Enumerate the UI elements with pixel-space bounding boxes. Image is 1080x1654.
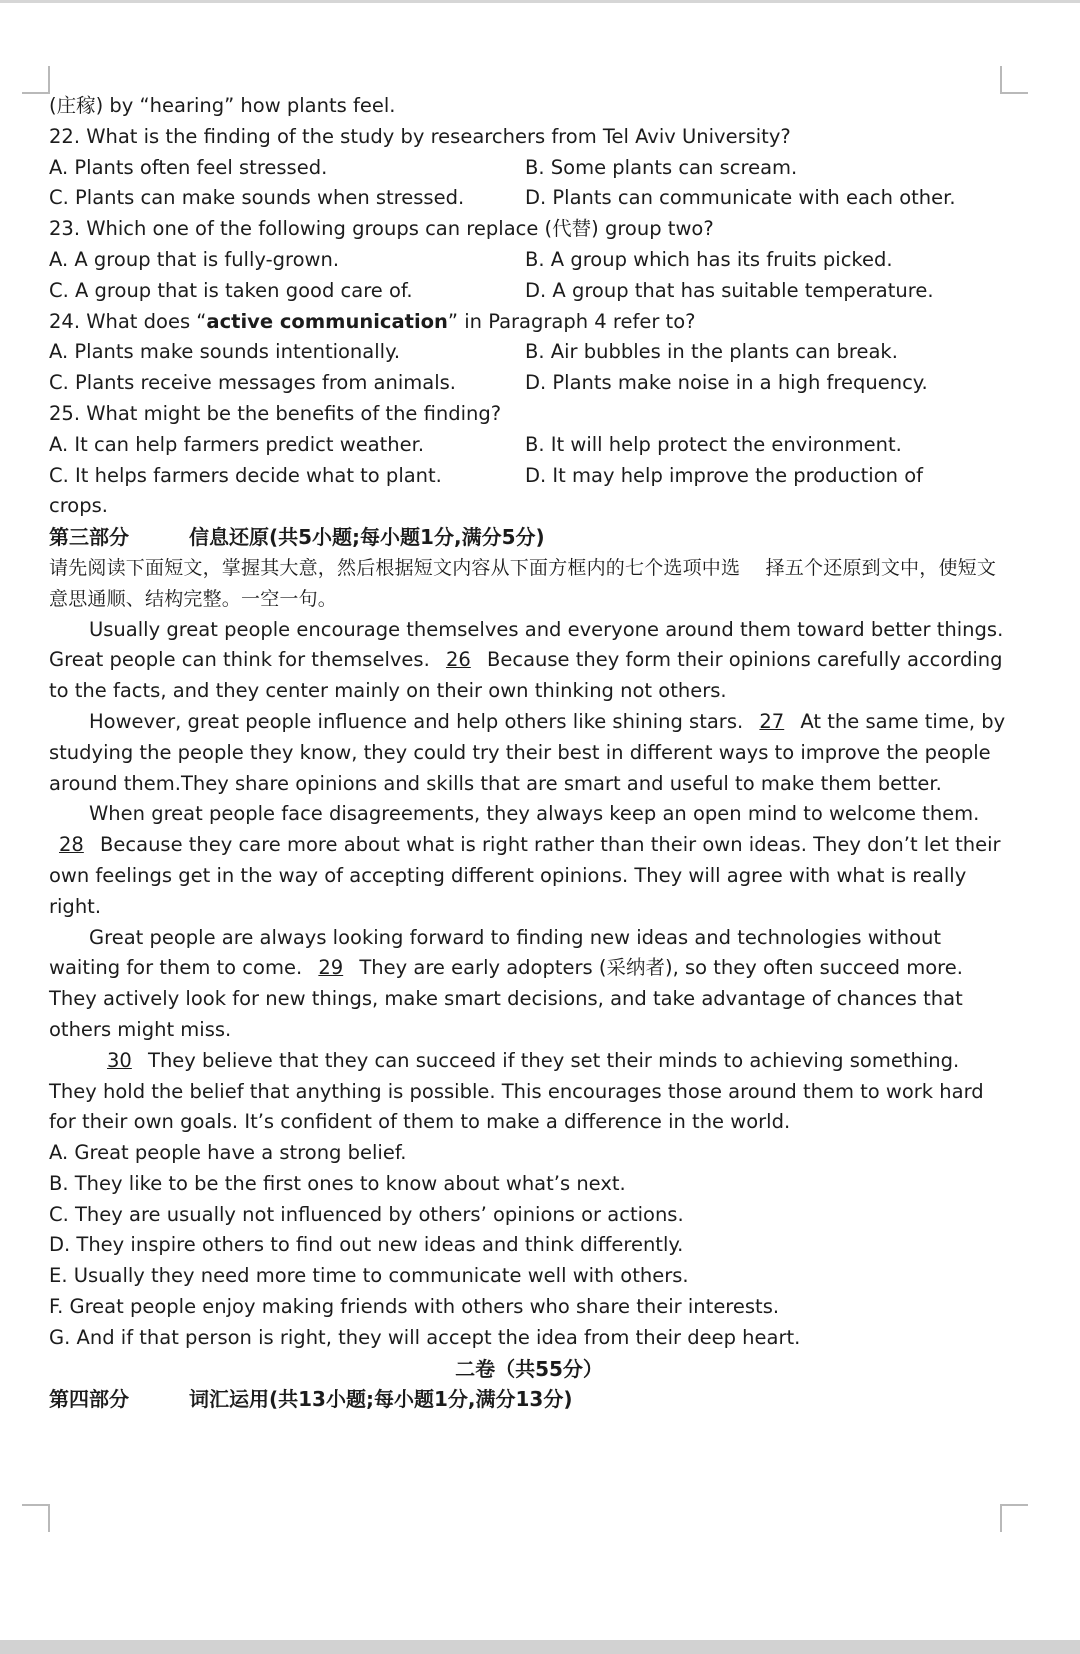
passage-p1-text-b: Because they form their opinions carefully according to the facts, and they center mainly on their own thinking not others. (49, 648, 1003, 703)
question-22-option-b: B. Some plants can scream. (525, 155, 798, 179)
question-25-stem: 25. What might be the benefits of the finding? (49, 401, 502, 425)
crop-mark-top-right (1000, 66, 1028, 94)
part-3-heading (49, 522, 1009, 553)
question-22-option-c: C. Plants can make sounds when stressed. (49, 186, 465, 210)
question-23-options-row-1 (49, 245, 1009, 276)
passage-paragraph-3 (49, 799, 1009, 922)
part-4-heading (49, 1384, 1009, 1415)
choice-f: F. Great people enjoy making friends with others who share their interests. (49, 1295, 780, 1319)
question-24-options-row-1 (49, 337, 1009, 368)
question-24-stem-end: ” in Paragraph 4 refer to? (447, 309, 696, 333)
question-25-option-d: D. It may help improve the production of (525, 463, 923, 487)
question-23-option-b: B. A group which has its fruits picked. (525, 247, 893, 271)
question-22-stem: 22. What is the finding of the study by researchers from Tel Aviv University? (49, 124, 791, 148)
question-22-option-a: A. Plants often feel stressed. (49, 155, 328, 179)
blank-30: 30 (107, 1048, 132, 1072)
volume-2-heading: 二卷（共55分） (455, 1356, 603, 1381)
passage-p2-text-b: At the same time, by studying the people they know, they could try their best in different ways to improve the people around them.They share opinions and skills that are smart and useful to make them better. (49, 709, 1006, 795)
exam-page-content (49, 91, 1009, 1415)
question-25-options-row-2 (49, 461, 1009, 492)
part-3-title: 信息还原(共5小题;每小题1分,满分5分) (189, 525, 545, 550)
question-23-option-d: D. A group that has suitable temperature. (525, 278, 934, 302)
question-24-option-d: D. Plants make noise in a high frequency. (525, 371, 928, 395)
question-25-options-row-1 (49, 430, 1009, 461)
crop-mark-bottom-left (22, 1504, 50, 1532)
question-25-option-c: C. It helps farmers decide what to plant. (49, 463, 442, 487)
choice-g: G. And if that person is right, they will accept the idea from their deep heart. (49, 1325, 801, 1349)
question-23-option-c: C. A group that is taken good care of. (49, 278, 413, 302)
question-25-option-a: A. It can help farmers predict weather. (49, 432, 425, 456)
crop-mark-top-left (22, 66, 50, 94)
part-3-instructions: 请先阅读下面短文，掌握其大意，然后根据短文内容从下面方框内的七个选项中选 择五个还原到文中，使短文意思通顺、结构完整。一空一句。 (49, 556, 997, 610)
passage-continuation: (庄稼) by “hearing” how plants feel. (49, 94, 396, 117)
question-25-option-d-overflow: crops. (49, 494, 108, 518)
part-3-label: 第三部分 (49, 525, 129, 550)
blank-26: 26 (445, 648, 471, 672)
choice-d: D. They inspire others to find out new ideas and think differently. (49, 1233, 684, 1257)
passage-paragraph-2 (49, 707, 1009, 799)
question-24-bold-phrase: active communication (206, 309, 448, 333)
passage-p3-text-a: When great people face disagreements, they always keep an open mind to welcome them. (89, 802, 980, 826)
question-23-option-a: A. A group that is fully-grown. (49, 247, 340, 271)
passage-p5-text-b: They believe that they can succeed if they set their minds to achieving something. They hold the belief that anything is possible. This encourages those around them to work hard for their own goals. It’s confident of them to make a difference in the world. (49, 1048, 984, 1134)
question-23-stem: 23. Which one of the following groups can replace (代替) group two? (49, 217, 714, 241)
choice-a: A. Great people have a strong belief. (49, 1141, 407, 1165)
question-24-option-a: A. Plants make sounds intentionally. (49, 340, 401, 364)
passage-paragraph-4 (49, 923, 1009, 1046)
passage-p4-text-a: Great people are always looking forward to finding new ideas and technologies without waiting for them to come. (49, 925, 942, 980)
passage-p4-text-b: They are early adopters (采纳者), so they often succeed more. They actively look for new things, make smart decisions, and take advantage of chances that others might miss. (49, 956, 963, 1041)
choice-e: E. Usually they need more time to communicate well with others. (49, 1264, 689, 1288)
passage-p2-text-a: However, great people influence and help others like shining stars. (89, 709, 750, 733)
crop-mark-bottom-right (1000, 1504, 1028, 1532)
choice-b: B. They like to be the first ones to know about what’s next. (49, 1171, 626, 1195)
part-4-title: 词汇运用(共13小题;每小题1分,满分13分) (189, 1387, 573, 1412)
question-24-options-row-2 (49, 368, 1009, 399)
question-24-stem (49, 307, 1009, 338)
question-24-option-b: B. Air bubbles in the plants can break. (525, 340, 898, 364)
question-23-options-row-2 (49, 276, 1009, 307)
question-22-options-row-2 (49, 183, 1009, 214)
blank-27: 27 (759, 709, 785, 733)
passage-p1-text-a: Usually great people encourage themselves and everyone around them toward better things. Great people can think for themselves. (49, 617, 1004, 672)
question-24-stem-start: 24. What does “ (49, 309, 207, 333)
page-bottom-band (0, 1640, 1080, 1654)
blank-29: 29 (318, 956, 344, 980)
page-top-edge (0, 0, 1080, 3)
part-4-label: 第四部分 (49, 1387, 129, 1412)
question-24-option-c: C. Plants receive messages from animals. (49, 371, 456, 395)
question-22-options-row-1 (49, 153, 1009, 184)
question-22-option-d: D. Plants can communicate with each other. (525, 186, 956, 210)
blank-28: 28 (59, 833, 84, 857)
choice-c: C. They are usually not influenced by others’ opinions or actions. (49, 1202, 684, 1226)
question-25-option-b: B. It will help protect the environment. (525, 432, 902, 456)
passage-paragraph-5 (49, 1046, 1009, 1138)
passage-paragraph-1 (49, 615, 1009, 707)
passage-p3-text-b: Because they care more about what is right rather than their own ideas. They don’t let their own feelings get in the way of accepting different opinions. They will agree with what is really right. (49, 833, 1001, 918)
